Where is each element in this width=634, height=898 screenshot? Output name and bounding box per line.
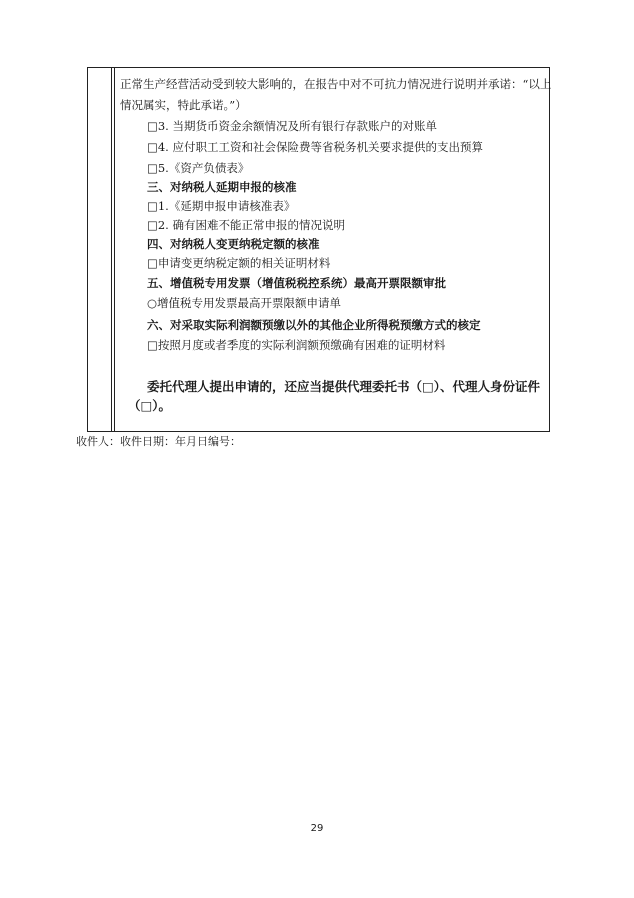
section-heading: 三、对纳税人延期申报的核准: [147, 180, 297, 194]
table-divider: [114, 68, 115, 431]
checklist-item: □申请变更纳税定额的相关证明材料: [147, 256, 331, 270]
checklist-item: □按照月度或者季度的实际利润额预缴确有困难的证明材料: [147, 338, 446, 352]
checklist-item: □3. 当期货币资金余额情况及所有银行存款账户的对账单: [147, 119, 437, 133]
checklist-item: □5.《资产负债表》: [147, 161, 250, 175]
text-line: 情况属实，特此承诺。”）: [120, 98, 247, 112]
table-divider: [111, 68, 112, 431]
checklist-item: □4. 应付职工工资和社会保险费等省税务机关要求提供的支出预算: [147, 140, 483, 154]
text-line: 正常生产经营活动受到较大影响的，在报告中对不可抗力情况进行说明并承诺：“以上: [120, 77, 552, 91]
proxy-note: 委托代理人提出申请的，还应当提供代理委托书（□）、代理人身份证件: [147, 379, 541, 394]
proxy-note: （□）。: [128, 398, 172, 413]
page-number: 29: [310, 823, 324, 834]
section-heading: 六、对采取实际利润额预缴以外的其他企业所得税预缴方式的核定: [147, 318, 481, 332]
section-heading: 五、增值税专用发票（增值税税控系统）最高开票限额审批: [147, 276, 446, 290]
checklist-item: □1.《延期申报申请核准表》: [147, 199, 296, 213]
checklist-item: ○增值税专用发票最高开票限额申请单: [147, 296, 342, 310]
form-table: [87, 67, 550, 432]
section-heading: 四、对纳税人变更纳税定额的核准: [147, 237, 320, 251]
checklist-item: □2. 确有困难不能正常申报的情况说明: [147, 218, 345, 232]
receipt-footer: 收件人：收件日期：年月日编号：: [76, 435, 241, 448]
